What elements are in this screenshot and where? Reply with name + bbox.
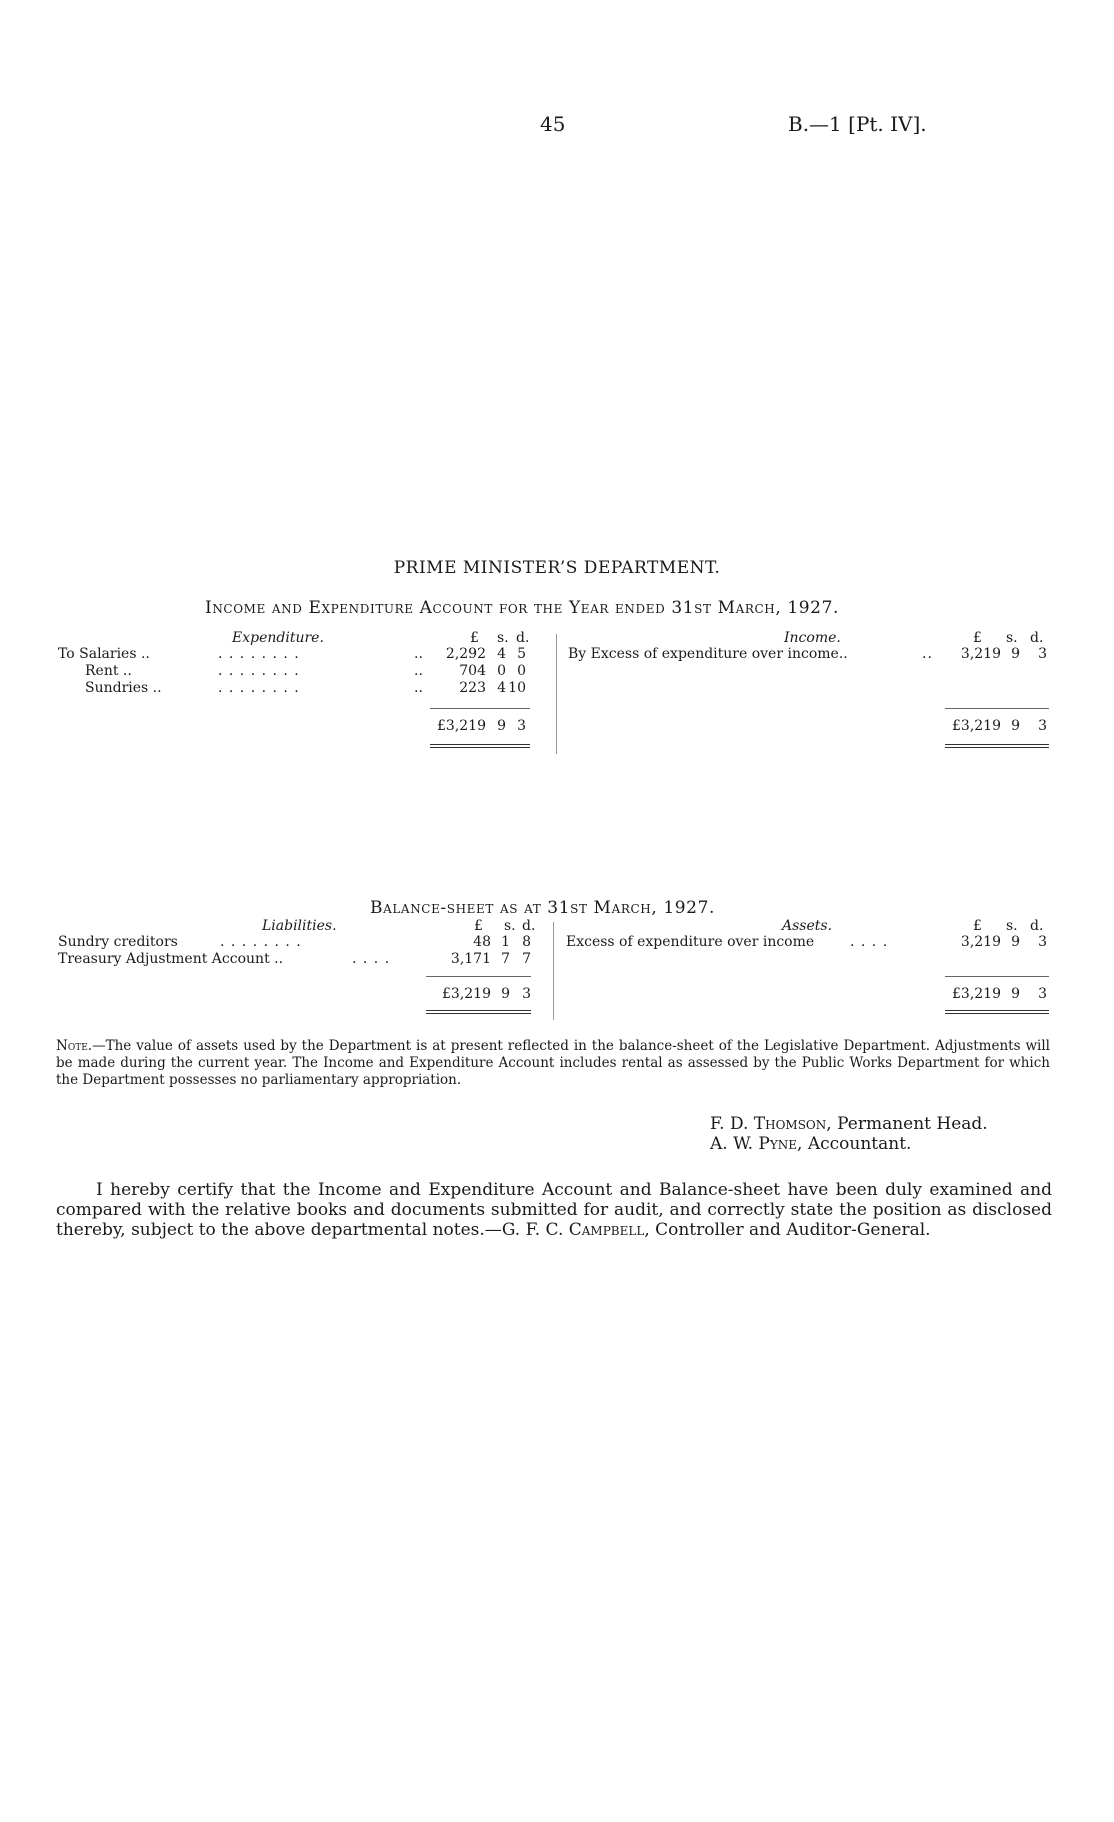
- note-lead: Note.: [56, 1038, 93, 1054]
- department-title: PRIME MINISTER’S DEPARTMENT.: [393, 558, 721, 578]
- assets-total-rule: [945, 1010, 1049, 1011]
- row-pence: 3: [1038, 934, 1047, 950]
- signatory-role: , Permanent Head.: [826, 1114, 988, 1134]
- assets-total-rule: [945, 1013, 1049, 1014]
- row-label: Rent ..: [85, 663, 132, 679]
- liabilities-total-rule: [426, 1010, 531, 1011]
- liabilities-row: [0, 951, 1114, 969]
- income-account-title: Income and Expenditure Account for the Year ended 31st March, 1927.: [205, 598, 840, 618]
- row-pence: 7: [522, 951, 531, 967]
- audit-certificate: [56, 1180, 1052, 1240]
- income-col-pence: d.: [1030, 630, 1044, 646]
- row-leader-dots-end: ..: [414, 680, 423, 696]
- row-pence: 5: [517, 646, 526, 662]
- row-label: Sundries ..: [85, 680, 162, 696]
- total-pence: 3: [517, 718, 526, 734]
- row-pounds: 48: [473, 934, 491, 950]
- liabilities-col-shillings: s.: [504, 918, 516, 934]
- row-leader-dots: . . . .: [352, 951, 391, 967]
- total-shillings: 9: [1011, 718, 1020, 734]
- row-pounds: 2,292: [445, 646, 486, 662]
- row-leader-dots: . . . . . . . .: [218, 646, 300, 662]
- total-shillings: 9: [1011, 986, 1020, 1002]
- income-total-rule: [945, 747, 1049, 748]
- row-shillings: 0: [497, 663, 506, 679]
- page-number: 45: [540, 112, 566, 136]
- income-expenditure-table: [0, 630, 1114, 760]
- income-total-row: [0, 718, 1114, 736]
- row-shillings: 4: [497, 646, 506, 662]
- row-pence: 8: [522, 934, 531, 950]
- auditor-name: G. F. C. Campbell: [501, 1220, 645, 1240]
- signatory-name: A. W. Pyne: [710, 1134, 798, 1154]
- income-subtotal-rule: [945, 708, 1049, 709]
- row-label: To Salaries ..: [58, 646, 150, 662]
- row-shillings: 9: [1011, 934, 1020, 950]
- row-pounds: 223: [459, 680, 486, 696]
- row-pounds: 3,219: [960, 646, 1001, 662]
- total-pence: 3: [522, 986, 531, 1002]
- row-leader-dots: . . . .: [850, 934, 889, 950]
- row-pounds: 704: [459, 663, 486, 679]
- total-pounds: £3,219: [437, 718, 486, 734]
- note-text: —The value of assets used by the Department is at present reflected in the balance-sheet of the Legislative Department. Adjustments will be made during the current year. The Income and Expenditure Account includes rental as assessed by the Public Works Department for which the Department possesses no parliamentary appropriation.: [56, 1038, 1050, 1088]
- liabilities-subtotal-rule: [426, 976, 531, 977]
- assets-col-pence: d.: [1030, 918, 1044, 934]
- assets-subtotal-rule: [945, 976, 1049, 977]
- expenditure-heading: Expenditure.: [232, 630, 324, 646]
- row-label: Excess of expenditure over income: [566, 934, 815, 950]
- total-shillings: 9: [497, 718, 506, 734]
- signatory-role: , Accountant.: [797, 1134, 912, 1154]
- row-leader-dots: . . . . . . . .: [218, 680, 300, 696]
- signature-line: [710, 1134, 911, 1154]
- income-col-shillings: s.: [1006, 630, 1018, 646]
- document-reference: B.—1 [Pt. IV].: [788, 112, 927, 136]
- total-pounds: £3,219: [952, 986, 1001, 1002]
- assets-col-shillings: s.: [1006, 918, 1018, 934]
- liabilities-total-rule: [426, 1013, 531, 1014]
- assets-row: [0, 934, 1114, 952]
- expenditure-col-shillings: s.: [497, 630, 509, 646]
- row-shillings: 7: [501, 951, 510, 967]
- row-label: Treasury Adjustment Account ..: [58, 951, 284, 967]
- total-pounds: £3,219: [442, 986, 491, 1002]
- total-pounds: £3,219: [952, 718, 1001, 734]
- row-pounds: 3,219: [960, 934, 1001, 950]
- liabilities-col-pounds: £: [474, 918, 483, 934]
- expenditure-total-rule: [430, 744, 530, 745]
- assets-col-pounds: £: [973, 918, 982, 934]
- expenditure-total-rule: [430, 747, 530, 748]
- assets-total-row: [0, 986, 1114, 1004]
- row-pence: 3: [1038, 646, 1047, 662]
- row-shillings: 9: [1011, 646, 1020, 662]
- income-total-rule: [945, 744, 1049, 745]
- total-pence: 3: [1038, 718, 1047, 734]
- row-leader-dots-end: ..: [414, 663, 423, 679]
- income-col-pounds: £: [973, 630, 982, 646]
- row-leader-dots: ..: [922, 646, 933, 662]
- income-row: [0, 646, 1114, 664]
- signature-line: [710, 1114, 988, 1134]
- row-pounds: 3,171: [450, 951, 491, 967]
- row-leader-dots: . . . . . . . .: [218, 663, 300, 679]
- total-shillings: 9: [501, 986, 510, 1002]
- note-paragraph: [56, 1038, 1050, 1089]
- total-pence: 3: [1038, 986, 1047, 1002]
- liabilities-heading: Liabilities.: [262, 918, 337, 934]
- income-heading: Income.: [784, 630, 841, 646]
- row-label: By Excess of expenditure over income..: [568, 646, 848, 662]
- expenditure-subtotal-rule: [430, 708, 530, 709]
- row-shillings: 1: [501, 934, 510, 950]
- row-pence: 0: [517, 663, 526, 679]
- auditor-role: , Controller and Auditor-General.: [644, 1220, 931, 1240]
- row-label: Sundry creditors: [58, 934, 178, 950]
- signatory-name: F. D. Thomson: [710, 1114, 827, 1134]
- balance-sheet-table: [0, 918, 1114, 1028]
- liabilities-col-pence: d.: [522, 918, 536, 934]
- expenditure-row: [0, 680, 1114, 698]
- row-shillings: 4: [497, 680, 506, 696]
- expenditure-col-pence: d.: [516, 630, 530, 646]
- certificate-text: I hereby certify that the Income and Expenditure Account and Balance-sheet have been duly examined and compared with the relative books and documents submitted for audit, and correctly state the position as disclosed thereby, subject to the above departmental notes.—: [56, 1180, 1052, 1240]
- balance-sheet-title: Balance-sheet as at 31st March, 1927.: [370, 898, 715, 918]
- row-pence: 10: [508, 680, 526, 696]
- expenditure-row: [0, 663, 1114, 681]
- row-leader-dots: . . . . . . . .: [220, 934, 302, 950]
- expenditure-col-pounds: £: [470, 630, 479, 646]
- assets-heading: Assets.: [782, 918, 833, 934]
- row-leader-dots-end: ..: [414, 646, 423, 662]
